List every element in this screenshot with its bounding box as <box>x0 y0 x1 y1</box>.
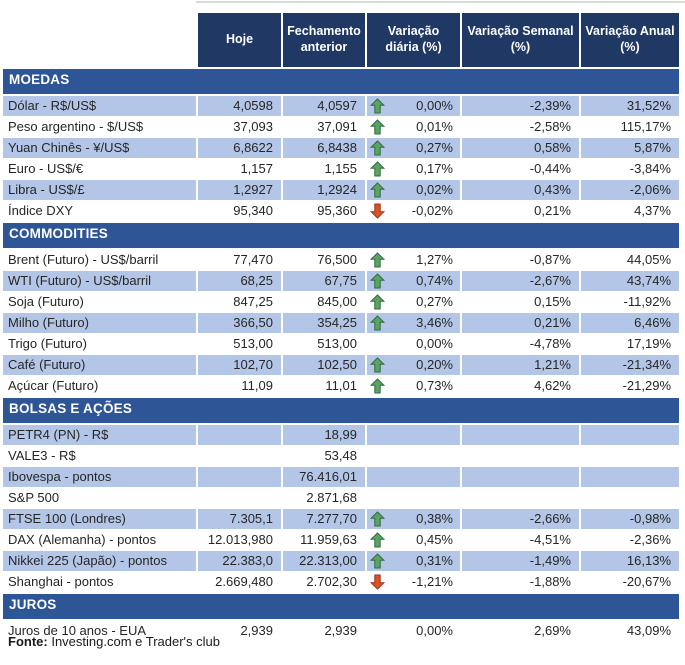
cell-fechamento: 354,25 <box>283 313 365 333</box>
cell-label: Brent (Futuro) - US$/barril <box>3 250 196 270</box>
cell-variacao-anual: 31,52% <box>581 96 679 116</box>
cell-hoje: 4,0598 <box>198 96 281 116</box>
cell-variacao-semanal: 1,21% <box>462 355 579 375</box>
cell-fechamento: 2,939 <box>283 621 365 641</box>
cell-fechamento: 2.871,68 <box>283 488 365 508</box>
table-row <box>3 271 679 291</box>
cell-fechamento: 6,8438 <box>283 138 365 158</box>
cell-variacao-anual: 16,13% <box>581 551 679 571</box>
cell-variacao-diaria: 0,00% <box>367 96 460 116</box>
cell-hoje: 95,340 <box>198 201 281 221</box>
cell-variacao-anual: 43,09% <box>581 621 679 641</box>
cell-variacao-semanal: 0,43% <box>462 180 579 200</box>
column-header-var-semanal: Variação Semanal (%) <box>462 13 579 67</box>
cell-variacao-semanal <box>462 488 579 508</box>
up-arrow-icon <box>370 98 385 114</box>
cell-hoje <box>198 488 281 508</box>
cell-label: Milho (Futuro) <box>3 313 196 333</box>
cell-hoje: 847,25 <box>198 292 281 312</box>
cell-fechamento: 11.959,63 <box>283 530 365 550</box>
cell-fechamento: 22.313,00 <box>283 551 365 571</box>
cell-variacao-semanal: -0,87% <box>462 250 579 270</box>
table-row <box>3 334 679 354</box>
cell-hoje <box>198 446 281 466</box>
cell-variacao-diaria: -0,02% <box>367 201 460 221</box>
section-band-commodities: COMMODITIES <box>3 223 679 248</box>
section-band-bolsas-e-a-es: BOLSAS E AÇÕES <box>3 398 679 423</box>
table-body <box>3 69 679 641</box>
cell-label: VALE3 - R$ <box>3 446 196 466</box>
cell-hoje: 2,939 <box>198 621 281 641</box>
cell-label: Nikkei 225 (Japão) - pontos <box>3 551 196 571</box>
column-header-var-anual: Variação Anual (%) <box>581 13 679 67</box>
cell-label: Trigo (Futuro) <box>3 334 196 354</box>
cell-hoje: 102,70 <box>198 355 281 375</box>
cell-hoje: 11,09 <box>198 376 281 396</box>
cell-fechamento: 7.277,70 <box>283 509 365 529</box>
cell-fechamento: 76.416,01 <box>283 467 365 487</box>
table-row <box>3 96 679 116</box>
cell-variacao-semanal: 4,62% <box>462 376 579 396</box>
cell-variacao-diaria: 3,46% <box>367 313 460 333</box>
up-arrow-icon <box>370 161 385 177</box>
cell-fechamento: 37,091 <box>283 117 365 137</box>
column-header-hoje: Hoje <box>198 13 281 67</box>
table-row <box>3 551 679 571</box>
cell-hoje <box>198 467 281 487</box>
source-note <box>8 634 220 649</box>
cell-variacao-anual: -20,67% <box>581 572 679 592</box>
table-row <box>3 117 679 137</box>
cell-variacao-anual: 44,05% <box>581 250 679 270</box>
cell-variacao-anual: -2,06% <box>581 180 679 200</box>
cell-variacao-semanal: 0,21% <box>462 201 579 221</box>
cell-variacao-semanal: -4,78% <box>462 334 579 354</box>
table-row <box>3 250 679 270</box>
cell-hoje: 22.383,0 <box>198 551 281 571</box>
column-header-fechamento: Fechamento anterior <box>283 13 365 67</box>
cell-variacao-semanal: 2,69% <box>462 621 579 641</box>
table-row <box>3 530 679 550</box>
cell-label: Açúcar (Futuro) <box>3 376 196 396</box>
up-arrow-icon <box>370 378 385 394</box>
column-header-var-diaria: Variação diária (%) <box>367 13 460 67</box>
cell-variacao-semanal: -0,44% <box>462 159 579 179</box>
cell-variacao-anual: -2,36% <box>581 530 679 550</box>
section-band-juros: JUROS <box>3 594 679 619</box>
down-arrow-icon <box>370 574 385 590</box>
cell-hoje: 366,50 <box>198 313 281 333</box>
cell-variacao-semanal: 0,21% <box>462 313 579 333</box>
table-header-row <box>3 13 679 67</box>
cell-variacao-diaria: 0,27% <box>367 138 460 158</box>
up-arrow-icon <box>370 140 385 156</box>
section-band-moedas: MOEDAS <box>3 69 679 94</box>
cell-variacao-diaria: 0,45% <box>367 530 460 550</box>
cell-variacao-diaria: -1,21% <box>367 572 460 592</box>
cell-variacao-semanal: -4,51% <box>462 530 579 550</box>
cell-variacao-diaria: 0,38% <box>367 509 460 529</box>
cell-variacao-anual <box>581 467 679 487</box>
cell-fechamento: 102,50 <box>283 355 365 375</box>
cell-fechamento: 1,2924 <box>283 180 365 200</box>
cell-variacao-diaria: 0,73% <box>367 376 460 396</box>
cell-variacao-semanal: -1,49% <box>462 551 579 571</box>
cell-variacao-diaria: 0,17% <box>367 159 460 179</box>
cell-variacao-anual <box>581 488 679 508</box>
cell-label: Dólar - R$/US$ <box>3 96 196 116</box>
table-row <box>3 446 679 466</box>
cell-variacao-anual: -0,98% <box>581 509 679 529</box>
cell-variacao-diaria: 0,00% <box>367 334 460 354</box>
cell-label: Peso argentino - $/US$ <box>3 117 196 137</box>
cell-variacao-anual: 5,87% <box>581 138 679 158</box>
cell-variacao-diaria: 0,01% <box>367 117 460 137</box>
table-row <box>3 159 679 179</box>
cell-hoje: 37,093 <box>198 117 281 137</box>
down-arrow-icon <box>370 203 385 219</box>
cell-fechamento: 53,48 <box>283 446 365 466</box>
cell-label: Soja (Futuro) <box>3 292 196 312</box>
cell-label: Shanghai - pontos <box>3 572 196 592</box>
cell-hoje: 68,25 <box>198 271 281 291</box>
cell-variacao-semanal <box>462 425 579 445</box>
cell-label: Ibovespa - pontos <box>3 467 196 487</box>
table-row <box>3 138 679 158</box>
up-arrow-icon <box>370 532 385 548</box>
cell-hoje: 7.305,1 <box>198 509 281 529</box>
cell-fechamento: 1,155 <box>283 159 365 179</box>
cell-fechamento: 2.702,30 <box>283 572 365 592</box>
cell-variacao-anual: 6,46% <box>581 313 679 333</box>
cell-variacao-anual: -21,29% <box>581 376 679 396</box>
cell-variacao-diaria: 0,74% <box>367 271 460 291</box>
cell-hoje: 77,470 <box>198 250 281 270</box>
cell-variacao-diaria <box>367 425 460 445</box>
cell-label: Euro - US$/€ <box>3 159 196 179</box>
cell-label: DAX (Alemanha) - pontos <box>3 530 196 550</box>
window-edge-line <box>196 1 685 3</box>
table-row <box>3 572 679 592</box>
table-row <box>3 425 679 445</box>
up-arrow-icon <box>370 294 385 310</box>
cell-variacao-diaria: 1,27% <box>367 250 460 270</box>
cell-variacao-anual <box>581 425 679 445</box>
table-row <box>3 376 679 396</box>
cell-variacao-semanal: -1,88% <box>462 572 579 592</box>
cell-fechamento: 76,500 <box>283 250 365 270</box>
cell-fechamento: 845,00 <box>283 292 365 312</box>
cell-variacao-semanal <box>462 467 579 487</box>
cell-hoje: 12.013,980 <box>198 530 281 550</box>
cell-label: FTSE 100 (Londres) <box>3 509 196 529</box>
cell-variacao-diaria <box>367 467 460 487</box>
cell-variacao-semanal <box>462 446 579 466</box>
up-arrow-icon <box>370 511 385 527</box>
header-spacer <box>3 13 196 67</box>
source-text: Investing.com e Trader's club <box>47 634 221 649</box>
cell-label: Juros de 10 anos - EUA <box>3 621 196 641</box>
cell-variacao-anual: 43,74% <box>581 271 679 291</box>
cell-variacao-semanal: -2,58% <box>462 117 579 137</box>
cell-variacao-anual: 115,17% <box>581 117 679 137</box>
cell-hoje <box>198 425 281 445</box>
up-arrow-icon <box>370 252 385 268</box>
up-arrow-icon <box>370 553 385 569</box>
cell-hoje: 1,2927 <box>198 180 281 200</box>
cell-variacao-diaria <box>367 488 460 508</box>
cell-label: Yuan Chinês - ¥/US$ <box>3 138 196 158</box>
cell-label: Libra - US$/£ <box>3 180 196 200</box>
table-row <box>3 488 679 508</box>
up-arrow-icon <box>370 182 385 198</box>
cell-fechamento: 67,75 <box>283 271 365 291</box>
table-row <box>3 292 679 312</box>
cell-variacao-anual <box>581 446 679 466</box>
cell-fechamento: 18,99 <box>283 425 365 445</box>
up-arrow-icon <box>370 119 385 135</box>
up-arrow-icon <box>370 273 385 289</box>
cell-label: Café (Futuro) <box>3 355 196 375</box>
cell-fechamento: 11,01 <box>283 376 365 396</box>
cell-variacao-diaria: 0,00% <box>367 621 460 641</box>
cell-variacao-anual: 17,19% <box>581 334 679 354</box>
table-row <box>3 355 679 375</box>
cell-label: S&P 500 <box>3 488 196 508</box>
cell-label: PETR4 (PN) - R$ <box>3 425 196 445</box>
up-arrow-icon <box>370 315 385 331</box>
cell-fechamento: 513,00 <box>283 334 365 354</box>
cell-variacao-anual: -11,92% <box>581 292 679 312</box>
cell-variacao-semanal: 0,58% <box>462 138 579 158</box>
cell-hoje: 2.669,480 <box>198 572 281 592</box>
cell-label: Índice DXY <box>3 201 196 221</box>
cell-variacao-anual: -3,84% <box>581 159 679 179</box>
cell-variacao-semanal: 0,15% <box>462 292 579 312</box>
table-row <box>3 467 679 487</box>
cell-variacao-diaria: 0,27% <box>367 292 460 312</box>
table-row <box>3 201 679 221</box>
cell-variacao-anual: 4,37% <box>581 201 679 221</box>
cell-variacao-diaria <box>367 446 460 466</box>
cell-variacao-diaria: 0,02% <box>367 180 460 200</box>
table-row <box>3 180 679 200</box>
cell-variacao-diaria: 0,20% <box>367 355 460 375</box>
cell-variacao-diaria: 0,31% <box>367 551 460 571</box>
source-label: Fonte: <box>8 634 48 649</box>
cell-variacao-semanal: -2,39% <box>462 96 579 116</box>
cell-hoje: 6,8622 <box>198 138 281 158</box>
cell-hoje: 513,00 <box>198 334 281 354</box>
table-row <box>3 509 679 529</box>
cell-variacao-semanal: -2,66% <box>462 509 579 529</box>
cell-fechamento: 95,360 <box>283 201 365 221</box>
market-table <box>3 13 679 642</box>
up-arrow-icon <box>370 357 385 373</box>
table-row <box>3 313 679 333</box>
cell-hoje: 1,157 <box>198 159 281 179</box>
cell-label: WTI (Futuro) - US$/barril <box>3 271 196 291</box>
cell-fechamento: 4,0597 <box>283 96 365 116</box>
cell-variacao-anual: -21,34% <box>581 355 679 375</box>
cell-variacao-semanal: -2,67% <box>462 271 579 291</box>
